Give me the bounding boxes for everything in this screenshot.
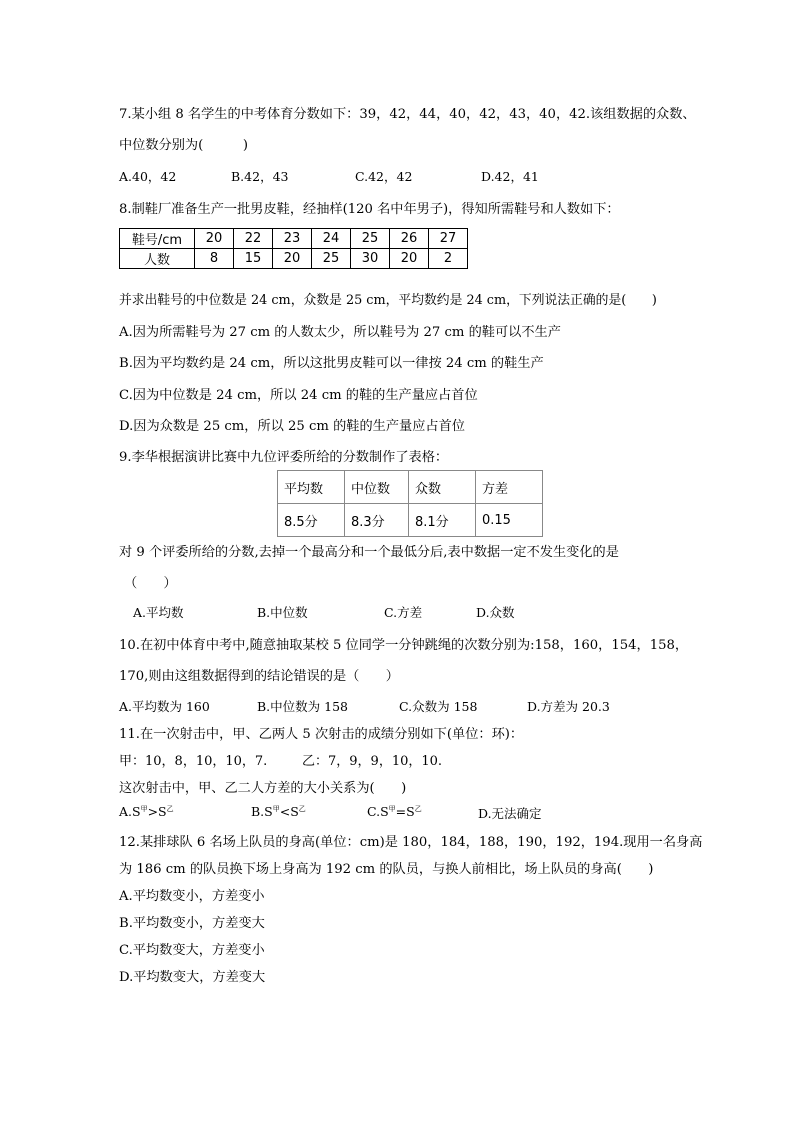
- q9-options: [133, 603, 633, 619]
- table-cell: 27: [429, 229, 468, 249]
- q11-stem-line1: 11.在一次射击中，甲、乙两人 5 次射击的成绩分别如下(单位：环)：: [119, 727, 524, 742]
- q11-option-b: [251, 804, 306, 819]
- q7-option-c: C.42，42: [355, 169, 413, 184]
- q11-option-a-sup-yi: 乙: [166, 804, 174, 813]
- q11-option-b-sup-yi: 乙: [298, 804, 306, 813]
- table-cell: 20: [390, 249, 429, 269]
- q11-option-c-sup-yi: 乙: [414, 804, 422, 813]
- q11-option-b-sup-jia: 甲: [272, 804, 280, 813]
- q11-option-c-prefix: C.S: [367, 804, 389, 819]
- q8-stem-line1: 8.制鞋厂准备生产一批男皮鞋，经抽样(120 名中年男子)，得知所需鞋号和人数如下：: [119, 202, 620, 217]
- q11-option-a-mid: >S: [147, 804, 167, 819]
- table-cell: 2: [429, 249, 468, 269]
- table-cell: 15: [234, 249, 273, 269]
- table-cell: 22: [234, 229, 273, 249]
- q8-option-d: D.因为众数是 25 cm，所以 25 cm 的鞋的生产量应占首位: [119, 419, 465, 434]
- q10-option-a: A.平均数为 160: [119, 699, 210, 714]
- table-cell: 0.15: [476, 504, 543, 537]
- q11-option-b-mid: <S: [279, 804, 299, 819]
- table-header-cell: 人数: [120, 249, 195, 269]
- table-cell: 20: [273, 249, 312, 269]
- table-cell: 23: [273, 229, 312, 249]
- table-cell: 8: [195, 249, 234, 269]
- q11-scores-jia: 甲：10，8，10，10，7.: [119, 754, 268, 769]
- q9-option-a: A.平均数: [133, 605, 184, 620]
- table-row: [278, 471, 543, 504]
- q11-option-c-mid: =S: [395, 804, 415, 819]
- q10-stem-line2: 170,则由这组数据得到的结论错误的是（ ）: [119, 669, 399, 684]
- q11-option-a-sup-jia: 甲: [140, 804, 148, 813]
- q8-stem-line2: 并求出鞋号的中位数是 24 cm，众数是 25 cm，平均数约是 24 cm，下列说法正确的是( ): [119, 293, 657, 308]
- judge-score-table: [277, 470, 543, 537]
- q7-stem-line2: 中位数分别为( ): [119, 138, 248, 153]
- q9-option-d: D.众数: [476, 605, 515, 620]
- q11-option-c: [367, 804, 422, 819]
- q11-option-c-sup-jia: 甲: [388, 804, 396, 813]
- table-cell: 20: [195, 229, 234, 249]
- q7-options: [119, 167, 679, 183]
- q12-option-c: C.平均数变大，方差变小: [119, 943, 265, 958]
- q11-option-d: D.无法确定: [478, 806, 542, 821]
- q11-stem-line3: 这次射击中，甲、乙二人方差的大小关系为( ): [119, 781, 407, 796]
- q9-answer-blank: （ ）: [124, 576, 177, 591]
- table-cell: 25: [312, 249, 351, 269]
- q10-option-c: C.众数为 158: [399, 699, 478, 714]
- table-header-cell: 中位数: [345, 471, 409, 504]
- table-header-cell: 平均数: [278, 471, 345, 504]
- q11-option-a: [119, 804, 174, 819]
- q7-stem-line1: 7.某小组 8 名学生的中考体育分数如下：39，42，44，40，42，43，40，42.该组数据的众数、: [119, 107, 696, 122]
- q7-option-d: D.42，41: [481, 169, 539, 184]
- q7-option-a: A.40，42: [119, 169, 177, 184]
- shoe-size-table: [119, 228, 468, 269]
- table-cell: 30: [351, 249, 390, 269]
- table-row: [120, 249, 468, 269]
- q11-options: [119, 804, 579, 820]
- q9-stem-line2: 对 9 个评委所给的分数,去掉一个最高分和一个最低分后,表中数据一定不发生变化的是: [119, 545, 619, 560]
- q9-option-b: B.中位数: [257, 605, 308, 620]
- q8-option-b: B.因为平均数约是 24 cm，所以这批男皮鞋可以一律按 24 cm 的鞋生产: [119, 356, 544, 371]
- q11-option-b-prefix: B.S: [251, 804, 273, 819]
- q8-option-a: A.因为所需鞋号为 27 cm 的人数太少，所以鞋号为 27 cm 的鞋可以不生产: [119, 325, 561, 340]
- q9-option-c: C.方差: [384, 605, 423, 620]
- q12-option-d: D.平均数变大，方差变大: [119, 970, 266, 985]
- table-cell: 8.5分: [278, 504, 345, 537]
- q7-option-b: B.42，43: [231, 169, 289, 184]
- table-row: [120, 229, 468, 249]
- q8-option-c: C.因为中位数是 24 cm，所以 24 cm 的鞋的生产量应占首位: [119, 388, 478, 403]
- table-header-cell: 方差: [476, 471, 543, 504]
- table-cell: 24: [312, 229, 351, 249]
- table-cell: 26: [390, 229, 429, 249]
- q12-stem-line1: 12.某排球队 6 名场上队员的身高(单位：cm)是 180，184，188，190，192，194.现用一名身高: [119, 835, 703, 850]
- q10-options: [119, 697, 659, 713]
- q9-stem-line1: 9.李华根据演讲比赛中九位评委所给的分数制作了表格：: [119, 450, 449, 465]
- table-cell: 8.1分: [409, 504, 476, 537]
- q10-stem-line1: 10.在初中体育中考中,随意抽取某校 5 位同学一分钟跳绳的次数分别为:158，160，154，158，: [119, 638, 689, 653]
- table-row: [278, 504, 543, 537]
- q10-option-b: B.中位数为 158: [257, 699, 348, 714]
- table-header-cell: 众数: [409, 471, 476, 504]
- q11-option-a-prefix: A.S: [119, 804, 141, 819]
- q12-stem-line2: 为 186 cm 的队员换下场上身高为 192 cm 的队员，与换人前相比，场上队员的身高( ): [119, 862, 654, 877]
- table-cell: 25: [351, 229, 390, 249]
- q12-option-b: B.平均数变小，方差变大: [119, 916, 265, 931]
- q11-scores: [119, 750, 519, 769]
- table-header-cell: 鞋号/cm: [120, 229, 195, 249]
- q11-scores-yi: 乙：7，9，9，10，10.: [302, 754, 443, 769]
- q12-option-a: A.平均数变小，方差变小: [119, 889, 265, 904]
- q10-option-d: D.方差为 20.3: [527, 699, 610, 714]
- table-cell: 8.3分: [345, 504, 409, 537]
